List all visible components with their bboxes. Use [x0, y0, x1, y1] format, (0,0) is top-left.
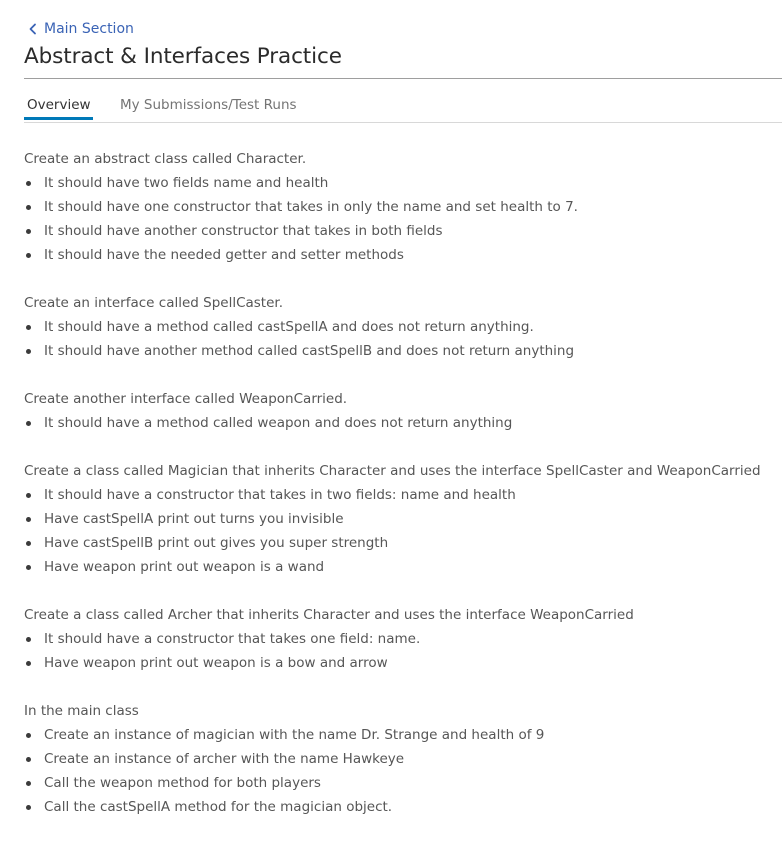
bullet-list [24, 483, 776, 579]
tab-overview[interactable]: Overview [24, 90, 93, 120]
breadcrumb-label: Main Section [44, 21, 134, 37]
bullet-list [24, 315, 776, 363]
list-item: It should have the needed getter and setter methods [24, 243, 776, 267]
list-item: It should have a constructor that takes one field: name. [24, 627, 776, 651]
list-item: Call the castSpellA method for the magician object. [24, 795, 776, 819]
bullet-list [24, 171, 776, 267]
list-item: Have weapon print out weapon is a bow and arrow [24, 651, 776, 675]
page-title: Abstract & Interfaces Practice [24, 44, 342, 69]
chevron-left-icon [27, 22, 38, 36]
list-item: It should have a constructor that takes in two fields: name and health [24, 483, 776, 507]
section-heading: Create an abstract class called Character. [24, 151, 307, 167]
breadcrumb-back-link[interactable] [27, 20, 134, 38]
section-archer [24, 603, 776, 675]
list-item: It should have another constructor that takes in both fields [24, 219, 776, 243]
section-magician [24, 459, 776, 579]
title-divider [24, 78, 782, 79]
list-item: Have weapon print out weapon is a wand [24, 555, 776, 579]
list-item: It should have a method called weapon and does not return anything [24, 411, 776, 435]
section-weaponcarried [24, 387, 776, 435]
tab-bar [24, 90, 782, 123]
list-item: Call the weapon method for both players [24, 771, 776, 795]
bullet-list [24, 627, 776, 675]
section-heading: Create another interface called WeaponCarried. [24, 391, 348, 407]
list-item: It should have two fields name and health [24, 171, 776, 195]
section-heading: Create a class called Magician that inherits Character and uses the interface SpellCaster and WeaponCarried [24, 463, 761, 479]
list-item: It should have one constructor that takes in only the name and set health to 7. [24, 195, 776, 219]
list-item: It should have a method called castSpellA and does not return anything. [24, 315, 776, 339]
list-item: Have castSpellB print out gives you super strength [24, 531, 776, 555]
assignment-description [24, 147, 776, 843]
list-item: Have castSpellA print out turns you invisible [24, 507, 776, 531]
list-item: It should have another method called castSpellB and does not return anything [24, 339, 776, 363]
section-spellcaster [24, 291, 776, 363]
bullet-list [24, 723, 776, 819]
section-main-class [24, 699, 776, 819]
section-heading: Create a class called Archer that inherits Character and uses the interface WeaponCarried [24, 607, 634, 623]
section-heading: In the main class [24, 703, 139, 719]
section-heading: Create an interface called SpellCaster. [24, 295, 284, 311]
list-item: Create an instance of archer with the name Hawkeye [24, 747, 776, 771]
list-item: Create an instance of magician with the name Dr. Strange and health of 9 [24, 723, 776, 747]
tab-my-submissions-test-runs[interactable]: My Submissions/Test Runs [120, 97, 297, 113]
section-character [24, 147, 776, 267]
bullet-list [24, 411, 776, 435]
